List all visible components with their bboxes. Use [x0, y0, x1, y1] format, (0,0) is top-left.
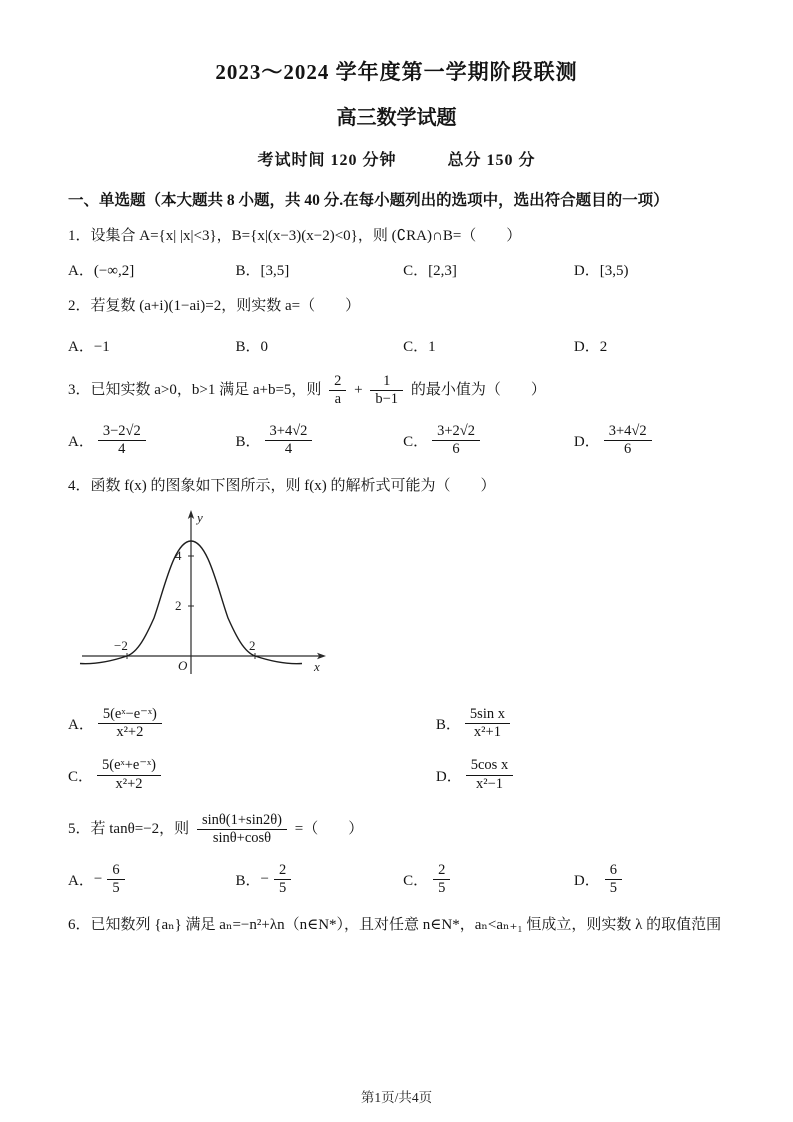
- option-label: A．: [68, 717, 94, 734]
- fraction: $\frac{3+4√2}{4}$: [265, 423, 313, 458]
- y-tick-2: 2: [175, 598, 182, 614]
- fraction: $\frac{\text{5cos x}}{\text{x²−1}}$: [466, 757, 513, 792]
- option-label: B．: [235, 872, 261, 889]
- option-b: [436, 704, 725, 743]
- option-label: B．: [235, 433, 261, 450]
- stem-text: =（ ）: [294, 820, 364, 837]
- option-a: [68, 704, 436, 743]
- x-tick-neg2: −2: [114, 638, 128, 654]
- minus-sign: −: [260, 870, 270, 887]
- footer-page-number: 第1页/共4页: [360, 1090, 433, 1105]
- option-c: [403, 860, 574, 899]
- option-label: A．: [68, 872, 94, 889]
- x-axis-label: x: [314, 659, 320, 675]
- exam-info: 考试时间 120 分钟 总分 150 分: [257, 152, 536, 169]
- option-label: D．: [573, 872, 600, 889]
- option-b: B．[3,5]: [235, 263, 290, 280]
- fraction: $\frac{6}{5}$: [107, 862, 124, 897]
- option-d: [574, 860, 725, 899]
- option-d: D．[3,5): [573, 263, 629, 280]
- question-5-stem: [68, 810, 725, 849]
- fraction: $\frac{1}{b-1}$: [370, 373, 403, 408]
- page-title: 2023～2024 学年度第一学期阶段联测: [215, 60, 578, 84]
- option-d: [574, 421, 725, 460]
- option-d: D．2: [573, 338, 608, 355]
- option-b: [236, 421, 404, 460]
- question-4: [68, 475, 725, 795]
- option-c: C．1: [403, 338, 436, 355]
- question-6: [68, 914, 725, 937]
- stem-text: 3．已知实数 a>0，b>1 满足 a+b=5，则: [68, 381, 322, 398]
- question-3-stem: [68, 371, 725, 410]
- stem-text: 的最小值为（ ）: [410, 381, 546, 398]
- option-label: D．: [435, 768, 462, 785]
- option-a: A．(−∞,2]: [68, 263, 135, 280]
- fraction: $\frac{3-2√2}{4}$: [98, 423, 146, 458]
- option-c: C．[2,3]: [403, 263, 457, 280]
- option-b: B．0: [235, 338, 269, 355]
- question-4-options-row1: [68, 704, 725, 743]
- option-label: A．: [68, 433, 94, 450]
- y-tick-4: 4: [175, 548, 182, 564]
- option-label: C．: [403, 872, 429, 889]
- question-6-stem: 6．已知数列 {aₙ} 满足 aₙ=−n²+λn（n∈N*），且对任意 n∈N*，aₙ<aₙ₊₁ 恒成立，则实数 λ 的取值范围: [68, 917, 722, 934]
- question-2-options: [68, 335, 725, 356]
- question-2: [68, 295, 725, 355]
- question-5-options: [68, 860, 725, 899]
- function-graph: [76, 506, 334, 688]
- option-d: [436, 755, 725, 794]
- fraction: $\frac{3+4√2}{6}$: [604, 423, 652, 458]
- section-heading: 一、单选题（本大题共 8 小题，共 40 分.在每小题列出的选项中，选出符合题目的一项）: [68, 192, 669, 209]
- option-label: B．: [435, 717, 461, 734]
- option-c: [68, 755, 436, 794]
- fraction: $\frac{3+2√2}{6}$: [432, 423, 480, 458]
- question-1-options: [68, 259, 725, 280]
- fraction: $\frac{2}{5}$: [433, 862, 450, 897]
- option-a: [68, 860, 236, 899]
- option-a: [68, 421, 236, 460]
- stem-text: 5．若 tanθ=−2，则: [68, 820, 190, 837]
- x-tick-2: 2: [249, 638, 256, 654]
- fraction: $\frac{\text{5(eˣ−e⁻ˣ)}}{\text{x²+2}}$: [98, 706, 162, 741]
- fraction: $\frac{\sin\theta(1+\sin 2\theta)}{\sin\theta+\cos\theta}$: [197, 812, 287, 847]
- question-4-options-row2: [68, 755, 725, 794]
- option-b: [236, 860, 404, 899]
- fraction: $\frac{2}{5}$: [274, 862, 291, 897]
- question-3-options: [68, 421, 725, 460]
- question-5: [68, 810, 725, 899]
- plus-sign: +: [354, 381, 363, 398]
- fraction: $\frac{2}{a}$: [329, 373, 346, 408]
- page-subtitle: 高三数学试题: [336, 107, 457, 129]
- option-label: C．: [68, 768, 94, 785]
- option-label: C．: [403, 433, 429, 450]
- fraction: $\frac{\text{5(eˣ+e⁻ˣ)}}{\text{x²+2}}$: [97, 757, 161, 792]
- origin-label: O: [178, 658, 188, 674]
- option-label: D．: [573, 433, 600, 450]
- question-3: [68, 371, 725, 460]
- graph-container: [76, 506, 725, 693]
- question-1-stem: 1．设集合 A={x| |x|<3}，B={x|(x−3)(x−2)<0}，则 (∁RA)∩B=（ ）: [68, 228, 522, 244]
- option-a: A．−1: [68, 338, 110, 355]
- question-1: [68, 225, 725, 280]
- fraction: $\frac{\text{5sin x}}{\text{x²+1}}$: [465, 706, 510, 741]
- minus-sign: −: [93, 870, 103, 887]
- question-4-stem: 4．函数 f(x) 的图象如下图所示，则 f(x) 的解析式可能为（ ）: [68, 477, 496, 494]
- option-c: [403, 421, 574, 460]
- question-2-stem: 2．若复数 (a+i)(1−ai)=2，则实数 a=（ ）: [68, 298, 361, 315]
- fraction: $\frac{6}{5}$: [605, 862, 622, 897]
- y-axis-label: y: [197, 510, 203, 526]
